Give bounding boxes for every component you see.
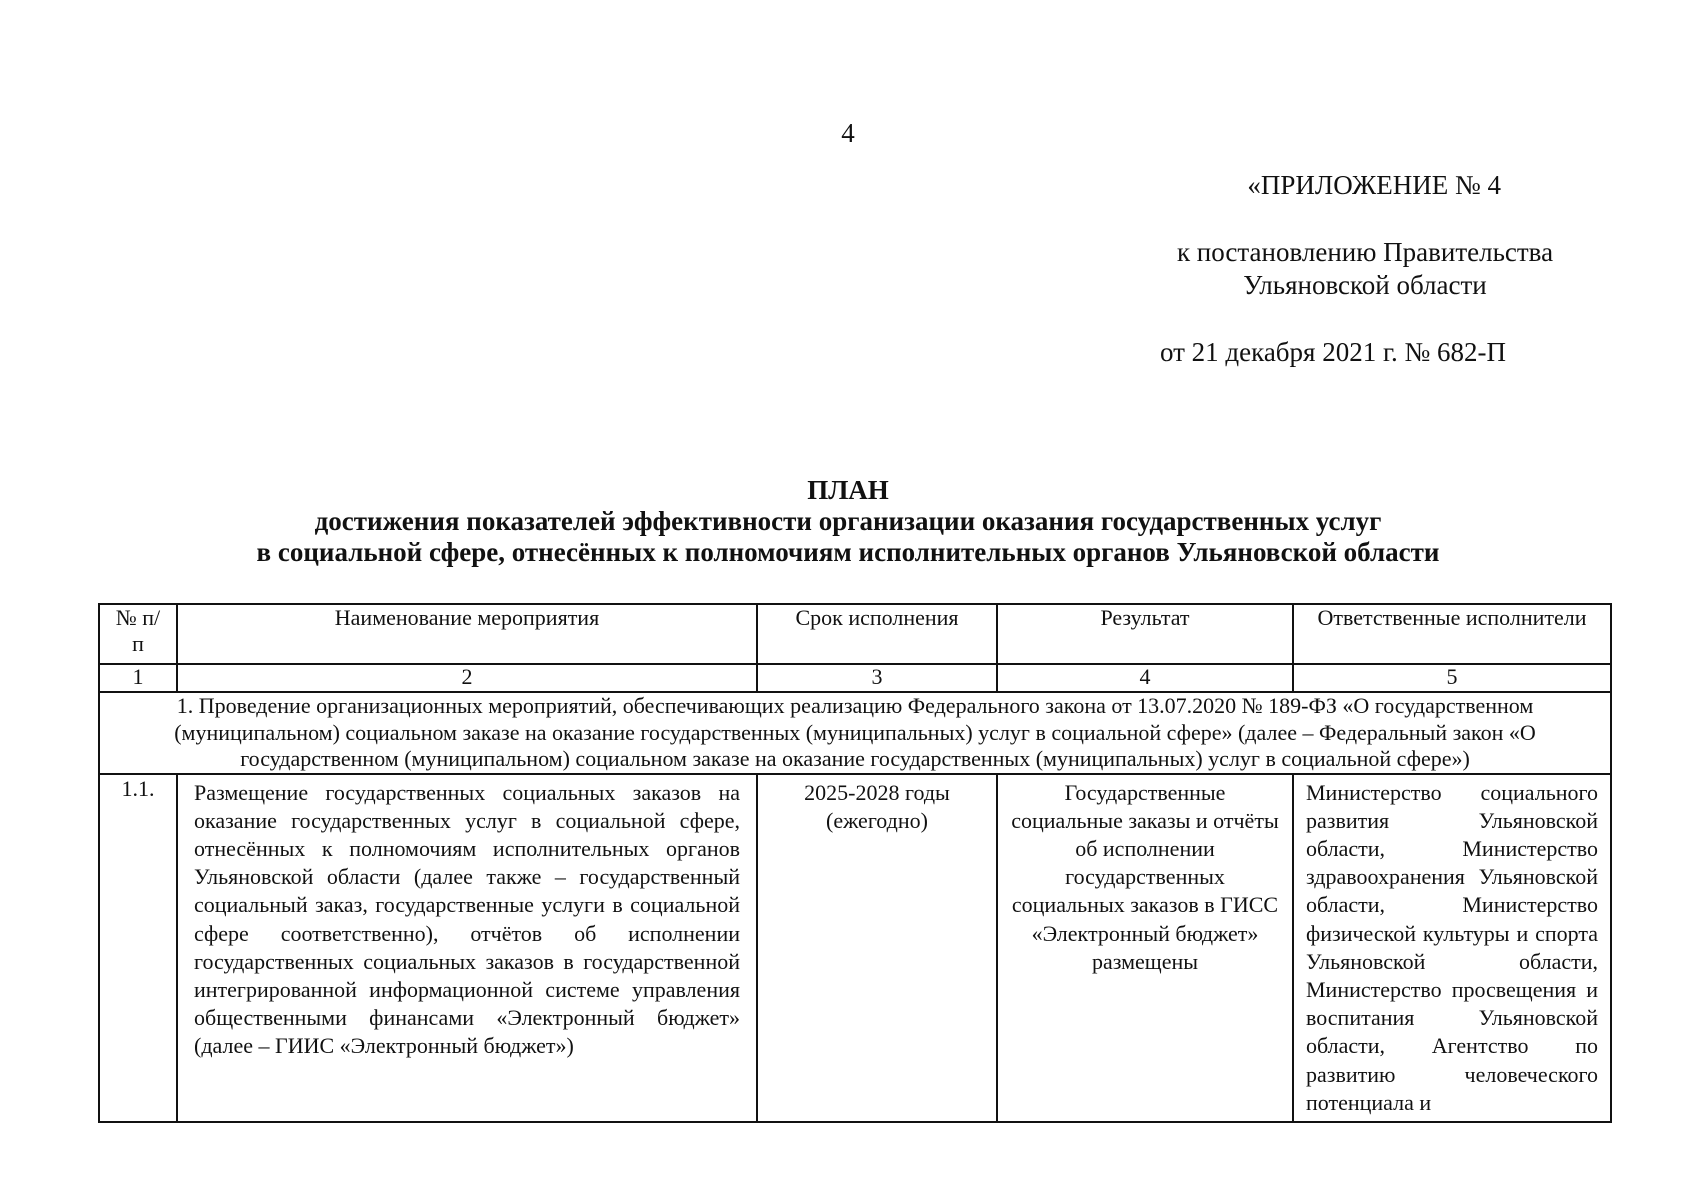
column-number: 5 [1293, 664, 1611, 692]
header-name: Наименование мероприятия [177, 604, 757, 664]
plan-table [98, 603, 1612, 1123]
header-term: Срок исполнения [757, 604, 997, 664]
section-heading: 1. Проведение организационных мероприятий, обеспечивающих реализацию Федерального закона от 13.07.2020 № 189-ФЗ «О государственном (муниципальном) социальном заказе на оказание государственных (муниципальных) услуг в социальной сфере» (далее – Федеральный закон «О государственном (муниципальном) социальном заказе на оказание государственных (муниципальных) услуг в социальной сфере») [99, 692, 1611, 774]
column-number: 4 [997, 664, 1293, 692]
row-result: Государственные социальные заказы и отчёты об исполнении государственных социальных заказов в ГИСС «Электронный бюджет» размещены [997, 774, 1293, 1122]
decree-line-2: Ульяновской области [1243, 270, 1487, 300]
row-number: 1.1. [99, 774, 177, 1122]
column-number: 2 [177, 664, 757, 692]
decree-date: от 21 декабря 2021 г. № 682-П [1159, 337, 1506, 367]
column-numbers-row [99, 664, 1611, 692]
header-responsible: Ответственные исполнители [1293, 604, 1611, 664]
table-header-row [99, 604, 1611, 664]
annex-label: «ПРИЛОЖЕНИЕ № 4 [1247, 170, 1501, 200]
column-number: 3 [757, 664, 997, 692]
table-row [99, 774, 1611, 1122]
header-num: № п/п [99, 604, 177, 664]
section-row [99, 692, 1611, 774]
page-number: 4 [841, 118, 855, 148]
row-responsible: Министерство социального развития Ульяновской области, Министерство здравоохранения Ульяновской области, Министерство физической культуры и спорта Ульяновской области, Министерство просвещения и воспитания Ульяновской области, Агентство по развитию человеческого потенциала и [1293, 774, 1611, 1122]
row-activity-name: Размещение государственных социальных заказов на оказание государственных услуг в социальной сфере, отнесённых к полномочиям исполнительных органов Ульяновской области (далее также – государственный социальный заказ, государственные услуги в социальной сфере соответственно), отчётов об исполнении государственных социальных заказов в государственной интегрированной информационной системе управления общественными финансами «Электронный бюджет» (далее – ГИИС «Электронный бюджет») [177, 774, 757, 1122]
decree-reference [1160, 236, 1570, 302]
title-line-3: в социальной сфере, отнесённых к полномочиям исполнительных органов Ульяновской области [256, 537, 1440, 567]
header-result: Результат [997, 604, 1293, 664]
document-title [80, 475, 1616, 568]
row-term: 2025-2028 годы (ежегодно) [757, 774, 997, 1122]
column-number: 1 [99, 664, 177, 692]
title-plan: ПЛАН [807, 475, 889, 505]
decree-line-1: к постановлению Правительства [1176, 237, 1554, 267]
title-line-2: достижения показателей эффективности организации оказания государственных услуг [314, 506, 1382, 536]
